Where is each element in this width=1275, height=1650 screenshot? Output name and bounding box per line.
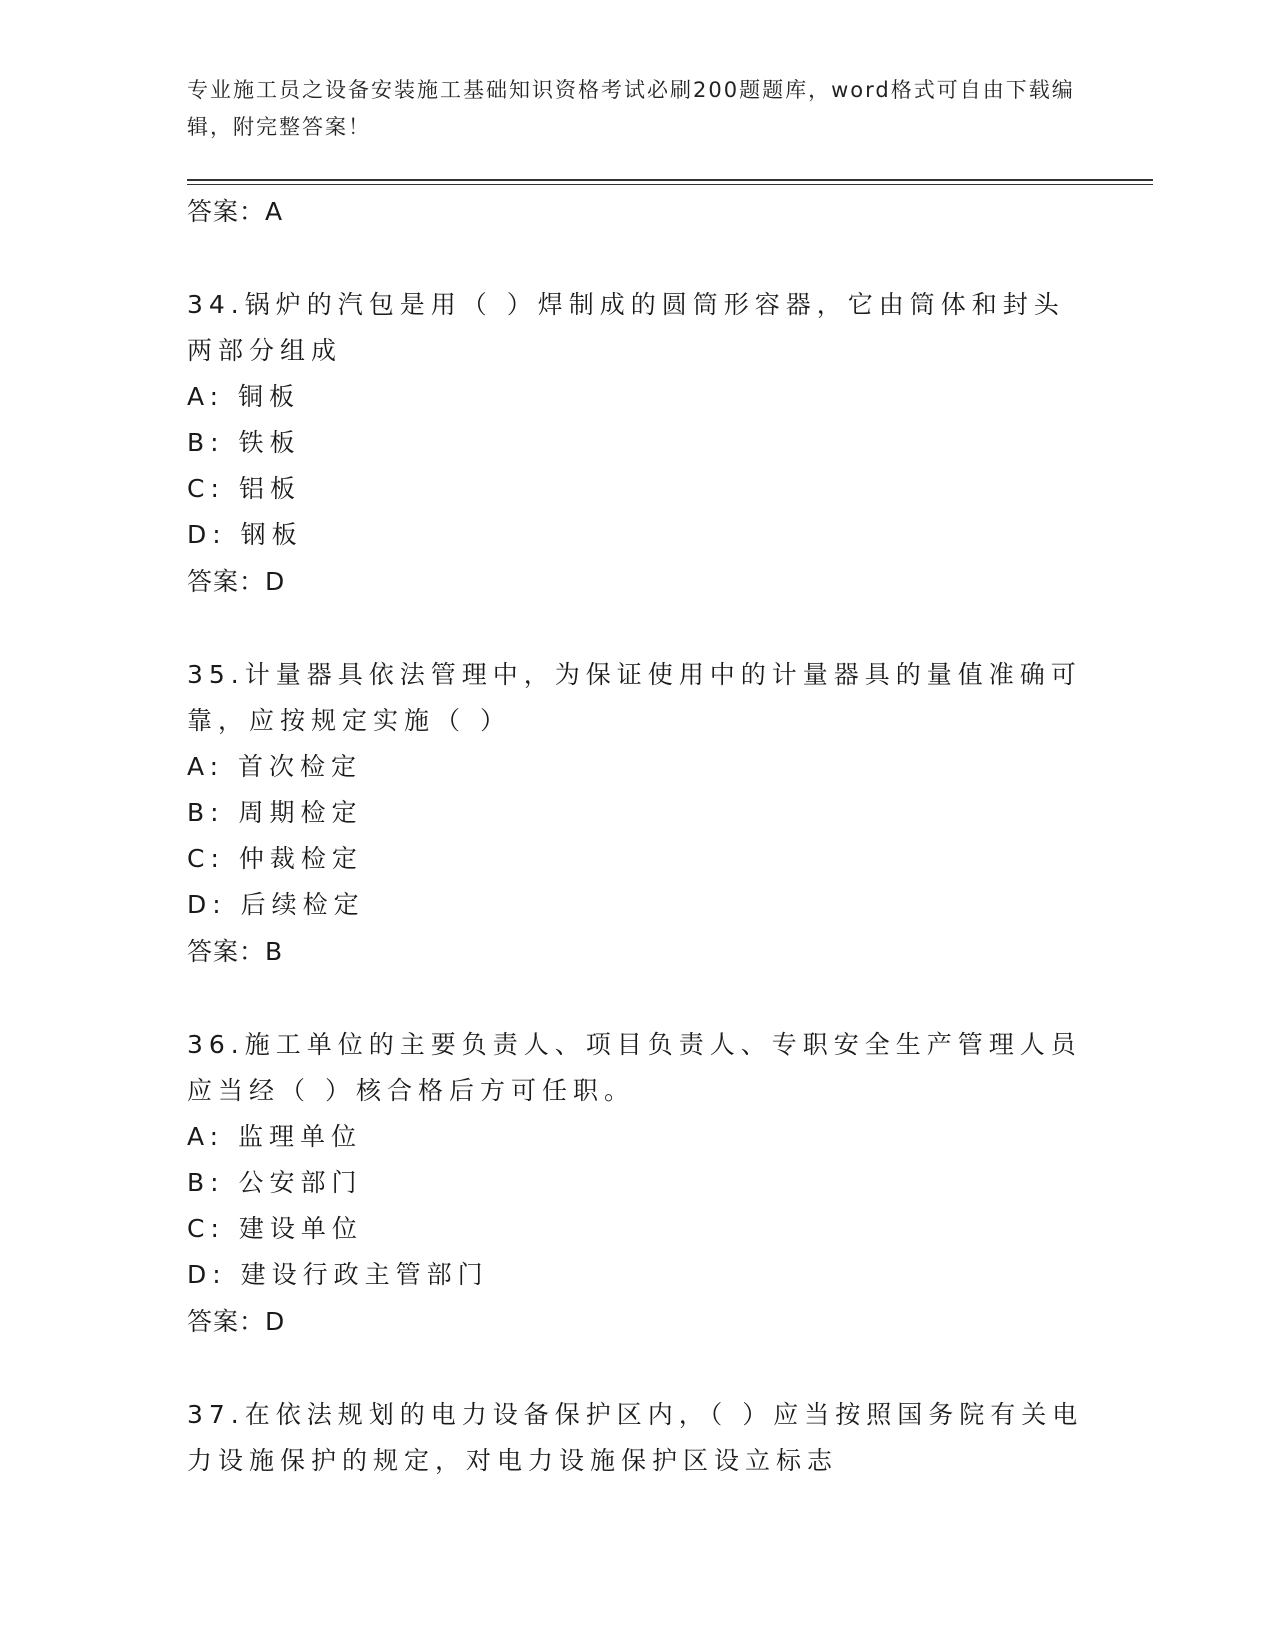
question-35: [187, 652, 1087, 976]
answer-line: 答案：A: [187, 197, 284, 226]
option-d: D: 钢板: [187, 520, 303, 549]
question-34: [187, 282, 1087, 606]
document-body: [187, 188, 1087, 1484]
header-rule-thick: [187, 179, 1153, 181]
question-36: [187, 1022, 1087, 1346]
question-stem: 35.计量器具依法管理中，为保证使用中的计量器具的量值准确可靠，应按规定实施（ ）: [187, 660, 1082, 735]
question-37: [187, 1392, 1087, 1484]
question-stem: 37.在依法规划的电力设备保护区内，（ ）应当按照国务院有关电力设施保护的规定，对电力设施保护区设立标志: [187, 1400, 1084, 1475]
question-stem: 36.施工单位的主要负责人、项目负责人、专职安全生产管理人员应当经（ ）核合格后方可任职。: [187, 1030, 1082, 1105]
option-b: B: 周期检定: [187, 798, 363, 827]
option-a: A: 监理单位: [187, 1122, 363, 1151]
option-a: A: 首次检定: [187, 752, 363, 781]
answer-line: 答案：D: [187, 567, 286, 596]
option-d: D: 建设行政主管部门: [187, 1260, 489, 1289]
option-b: B: 公安部门: [187, 1168, 363, 1197]
header-rule-thin: [187, 184, 1153, 185]
option-d: D: 后续检定: [187, 890, 365, 919]
answer-line: 答案：B: [187, 937, 284, 966]
document-header: 专业施工员之设备安装施工基础知识资格考试必刷200题题库，word格式可自由下载编辑，附完整答案！: [187, 78, 1075, 139]
option-c: C: 建设单位: [187, 1214, 363, 1243]
option-c: C: 铝板: [187, 474, 301, 503]
option-c: C: 仲裁检定: [187, 844, 363, 873]
question-stem: 34.锅炉的汽包是用（ ）焊制成的圆筒形容器，它由筒体和封头两部分组成: [187, 290, 1065, 365]
answer-line: 答案：D: [187, 1307, 286, 1336]
option-b: B: 铁板: [187, 428, 301, 457]
option-a: A: 铜板: [187, 382, 301, 411]
